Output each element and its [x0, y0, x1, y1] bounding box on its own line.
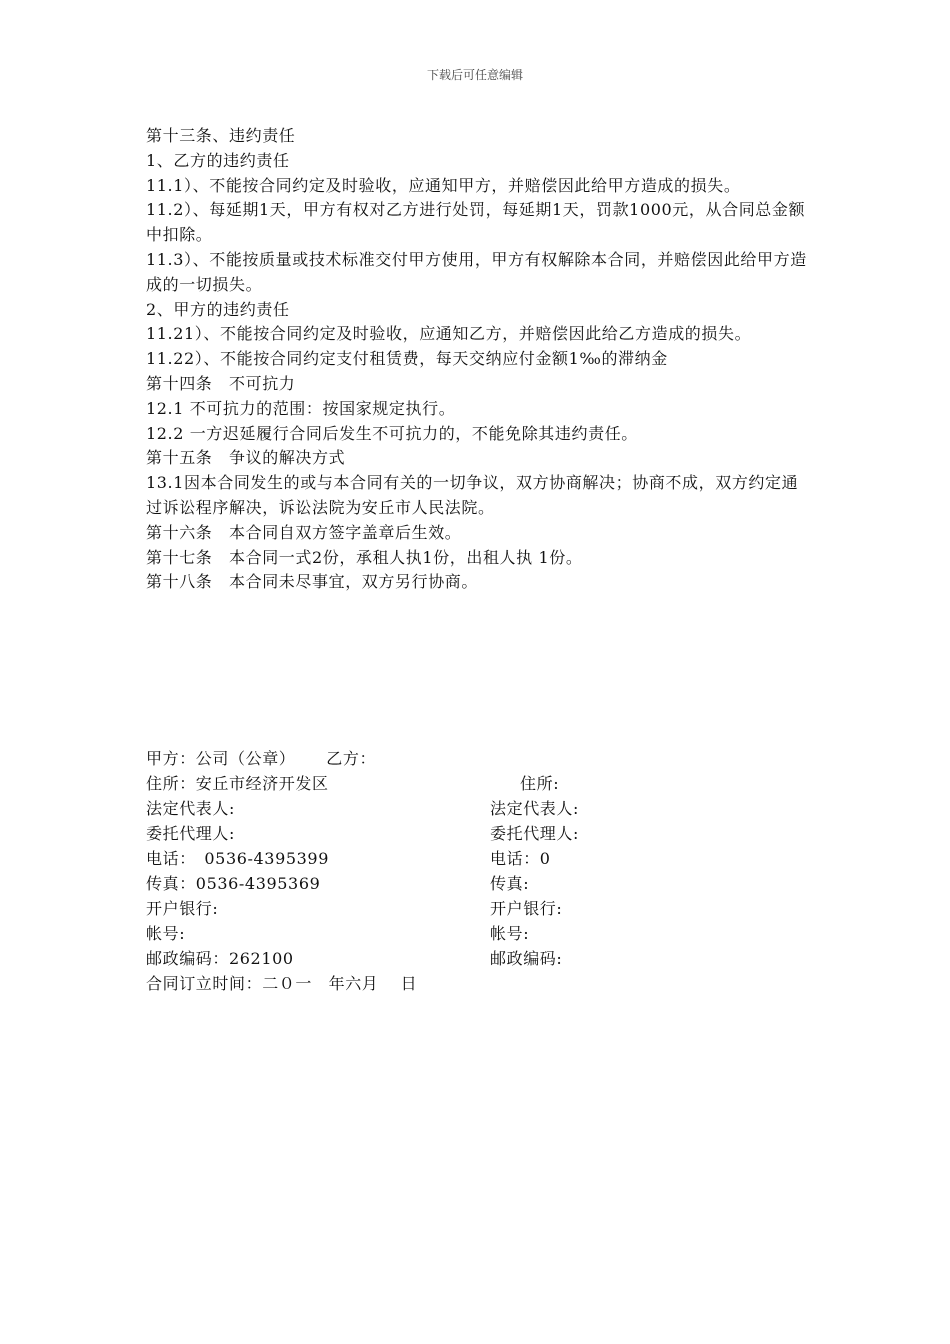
party-b-postcode: 邮政编码:: [490, 949, 563, 968]
article-16: 第十六条 本合同自双方签字盖章后生效。: [146, 522, 462, 542]
party-a-address: 住所：安丘市经济开发区: [146, 774, 329, 793]
clause-12-2: 12.2 一方迟延履行合同后发生不可抗力的，不能免除其违约责任。: [146, 423, 638, 443]
clause-12-1: 12.1 不可抗力的范围：按国家规定执行。: [146, 398, 456, 418]
party-a-postcode: 邮政编码：262100: [146, 949, 294, 968]
party-b-legal-rep: 法定代表人:: [490, 799, 579, 818]
party-a-phone: 电话： 0536-4395399: [146, 849, 329, 868]
party-line: 甲方：公司（公章） 乙方：: [146, 749, 377, 768]
article-18: 第十八条 本合同未尽事宜，双方另行协商。: [146, 572, 479, 592]
clause-11-22: 11.22）、不能按合同约定支付租赁费，每天交纳应付金额1‰的滞纳金: [146, 349, 668, 369]
page-header: 下载后可任意编辑: [426, 68, 523, 82]
clause-11-3: 11.3）、不能按质量或技术标准交付甲方使用，甲方有权解除本合同，并赔偿因此给甲方造成的一切损失。: [146, 249, 807, 294]
contract-date: 合同订立时间：二０一 年六月 日: [146, 974, 418, 993]
article-17: 第十七条 本合同一式2份，承租人执1份，出租人执 1份。: [146, 547, 583, 567]
contract-body: [146, 124, 811, 595]
party-a-account: 帐号:: [146, 924, 186, 943]
party-b-agent: 委托代理人:: [490, 824, 579, 843]
party-b-account: 帐号:: [490, 924, 530, 943]
party-b-phone: 电话：0: [490, 849, 551, 868]
clause-11-2: 11.2）、每延期1天，甲方有权对乙方进行处罚，每延期1天，罚款1000元，从合同总金额中扣除。: [146, 200, 806, 245]
clause-11-1: 11.1）、不能按合同约定及时验收，应通知甲方，并赔偿因此给甲方造成的损失。: [146, 175, 741, 195]
party-a-bank: 开户银行:: [146, 899, 219, 918]
party-a-liability-heading: 2、甲方的违约责任: [146, 299, 290, 319]
clause-13-1: 13.1因本合同发生的或与本合同有关的一切争议，双方协商解决；协商不成，双方约定通过诉讼程序解决，诉讼法院为安丘市人民法院。: [146, 473, 799, 517]
article-15-title: 第十五条 争议的解决方式: [146, 448, 346, 468]
article-13-title: 第十三条、违约责任: [146, 126, 296, 145]
article-14-title: 第十四条 不可抗力: [146, 373, 296, 393]
party-b-bank: 开户银行:: [490, 899, 563, 918]
party-b-liability-heading: 1、乙方的违约责任: [146, 150, 290, 170]
party-a-fax: 传真：0536-4395369: [146, 874, 321, 893]
party-b-fax: 传真:: [490, 874, 530, 893]
party-a-agent: 委托代理人:: [146, 824, 235, 843]
clause-11-21: 11.21）、不能按合同约定及时验收，应通知乙方，并赔偿因此给乙方造成的损失。: [146, 324, 752, 344]
party-a-legal-rep: 法定代表人:: [146, 799, 235, 818]
party-b-address: 住所:: [520, 774, 560, 793]
